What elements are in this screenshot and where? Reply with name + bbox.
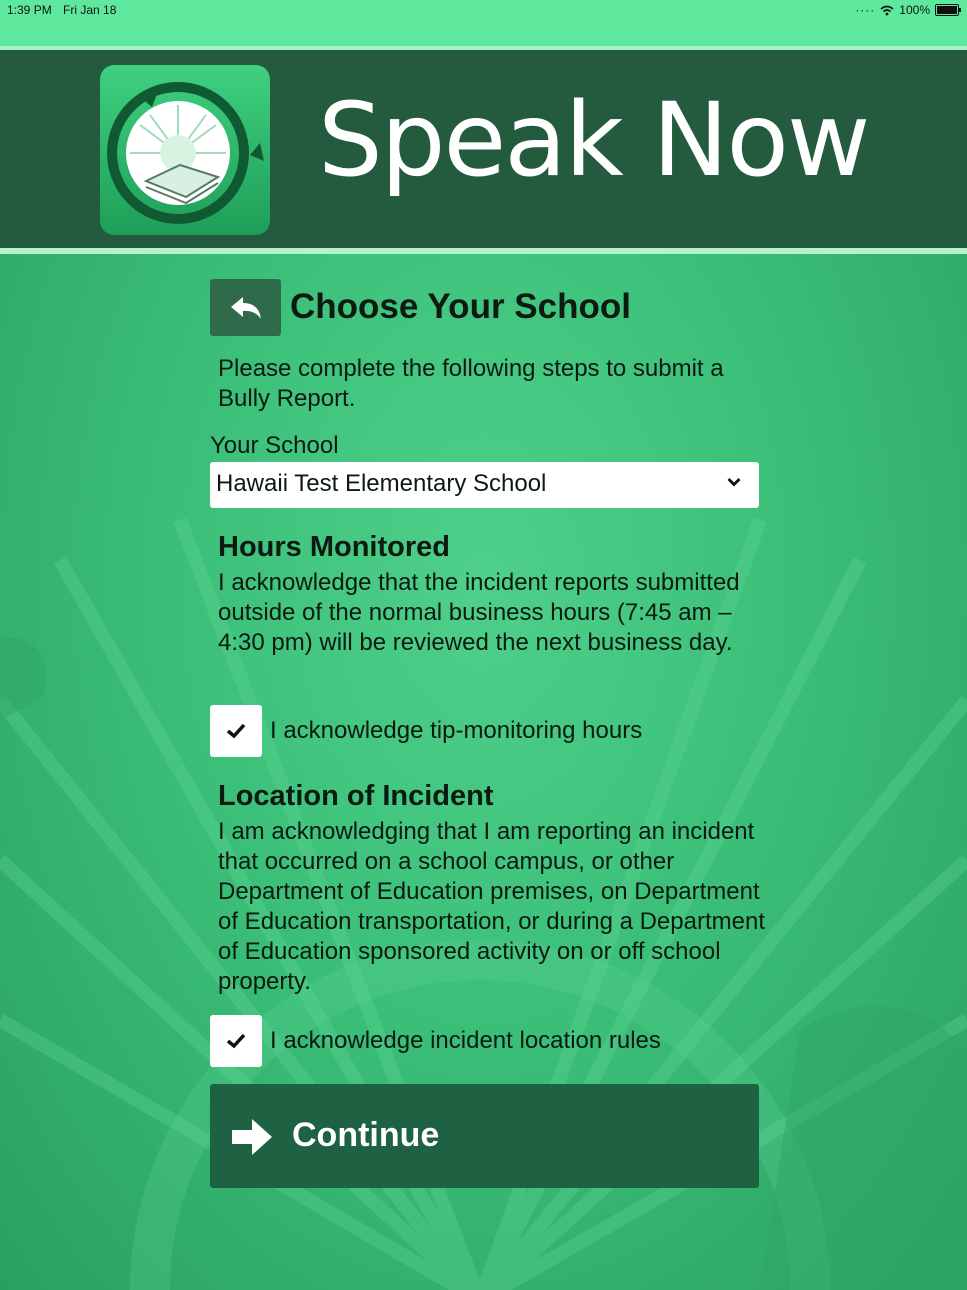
school-select[interactable]: [210, 462, 759, 508]
checkmark-icon: [226, 1033, 246, 1049]
hours-text: I acknowledge that the incident reports submitted outside of the normal business hours (7:45 am – 4:30 pm) will be reviewed the next business day.: [218, 569, 740, 656]
location-checkbox-label[interactable]: I acknowledge incident location rules: [270, 1027, 661, 1054]
page-title: Choose Your School: [290, 287, 631, 326]
intro-text: Please complete the following steps to submit a Bully Report.: [218, 355, 724, 412]
status-time: 1:39 PM: [7, 3, 52, 17]
location-heading: Location of Incident: [218, 780, 494, 812]
back-button[interactable]: [210, 279, 281, 336]
location-checkbox[interactable]: [210, 1015, 262, 1067]
chevron-down-icon: [727, 477, 741, 487]
app-title: Speak Now: [318, 81, 869, 200]
battery-percent: 100%: [899, 3, 930, 17]
hours-heading: Hours Monitored: [218, 531, 450, 563]
checkmark-icon: [226, 723, 246, 739]
hours-checkbox[interactable]: [210, 705, 262, 757]
continue-button[interactable]: [210, 1084, 759, 1188]
status-date: Fri Jan 18: [63, 3, 117, 17]
location-text: I am acknowledging that I am reporting an incident that occurred on a school campus, or other Department of Education premises, on Department of Education transportation, or during a Department of Education sponsored activity on or off school property.: [218, 818, 765, 995]
signal-dots-icon: ····: [855, 3, 876, 17]
arrow-right-icon: [232, 1119, 272, 1155]
school-select-value: Hawaii Test Elementary School: [216, 470, 547, 497]
back-arrow-icon: [229, 295, 263, 321]
continue-label: Continue: [292, 1116, 440, 1154]
hours-checkbox-label[interactable]: I acknowledge tip-monitoring hours: [270, 717, 643, 744]
school-label: Your School: [210, 432, 339, 459]
